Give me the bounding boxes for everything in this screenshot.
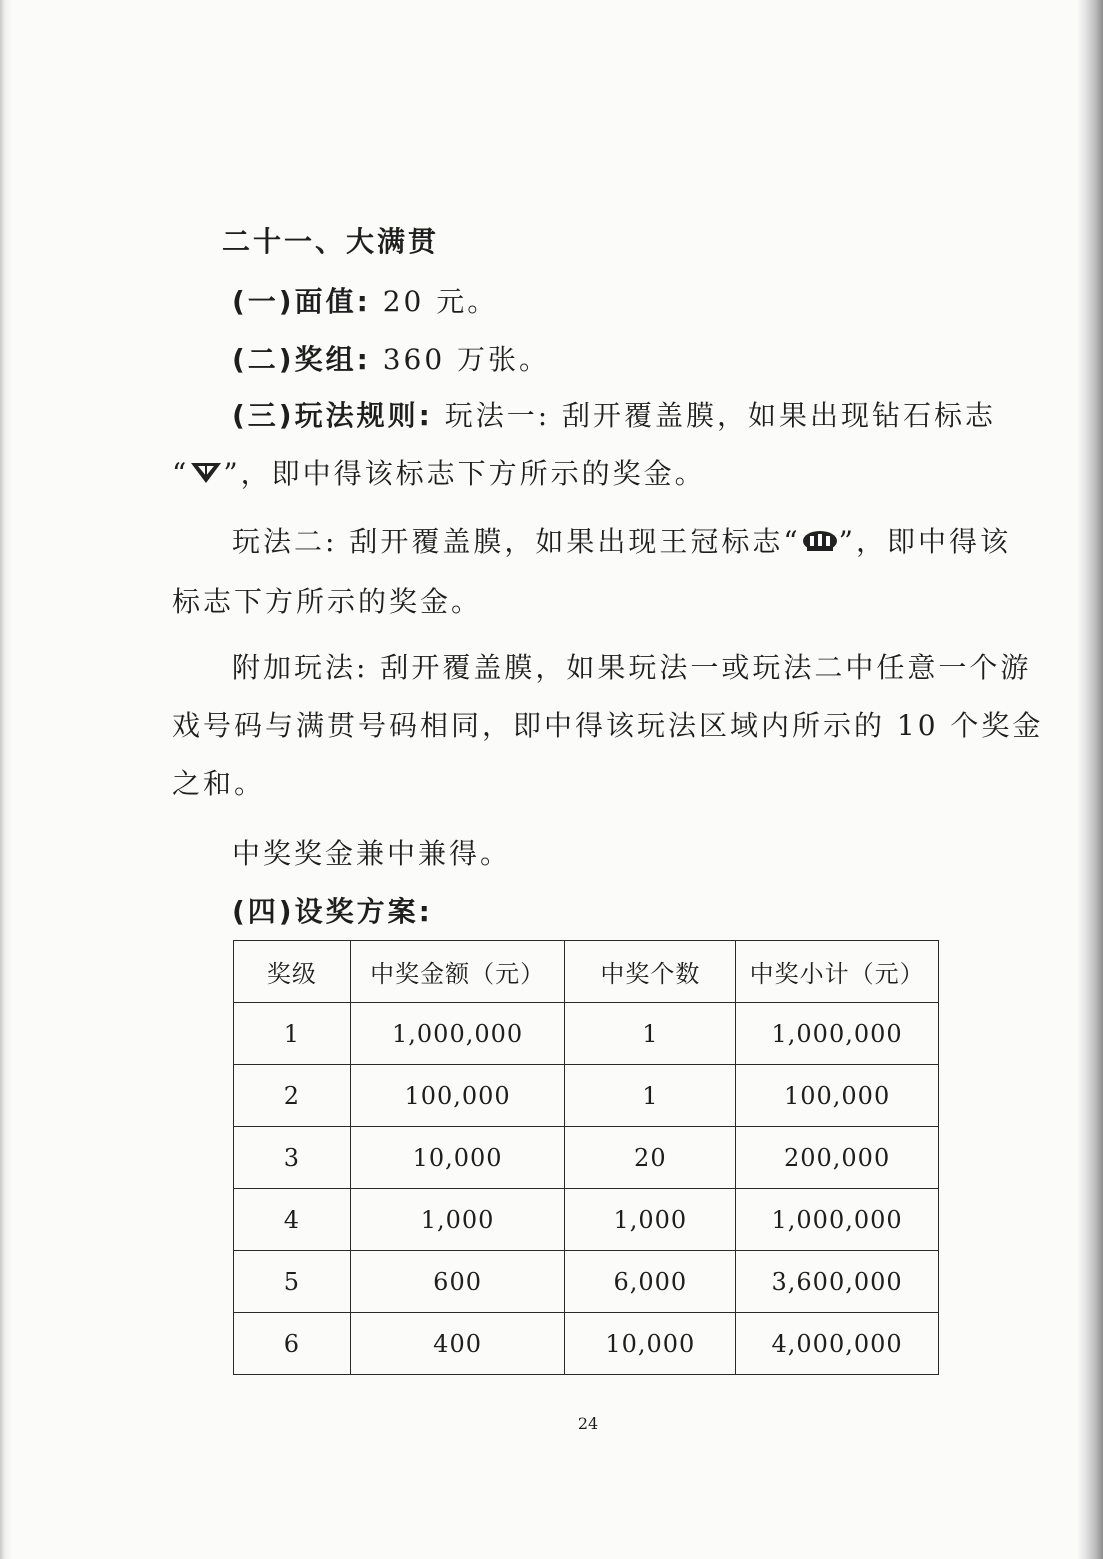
crown-icon	[801, 524, 839, 564]
prize-group	[232, 340, 550, 380]
section-title: 二十一、大满贯	[222, 225, 440, 258]
cell-subtotal: 4,000,000	[736, 1313, 939, 1375]
cell-count: 6,000	[565, 1251, 736, 1313]
cell-level: 2	[234, 1065, 351, 1127]
cell-subtotal: 200,000	[736, 1127, 939, 1189]
cell-count: 10,000	[565, 1313, 736, 1375]
table-row	[234, 1251, 939, 1313]
prize-group-label: (二)奖组:	[232, 343, 371, 376]
prize-scheme-label: (四)设奖方案:	[232, 895, 433, 928]
cell-count: 20	[565, 1127, 736, 1189]
cell-level: 4	[234, 1189, 351, 1251]
extra-line-3: 之和。	[172, 767, 266, 800]
combined-note: 中奖奖金兼中兼得。	[232, 837, 512, 870]
play2-line-1	[232, 522, 1011, 564]
extra-line-1: 附加玩法: 刮开覆盖膜，如果玩法一或玩法二中任意一个游	[232, 651, 1032, 684]
cell-count: 1	[565, 1003, 736, 1065]
play1-line1: 玩法一: 刮开覆盖膜，如果出现钻石标志	[444, 399, 997, 432]
rules-line-1	[232, 396, 996, 436]
rules-line-2	[172, 454, 706, 496]
face-value	[232, 282, 498, 322]
diamond-icon	[189, 456, 223, 496]
cell-subtotal: 3,600,000	[736, 1251, 939, 1313]
cell-level: 6	[234, 1313, 351, 1375]
table-row	[234, 1313, 939, 1375]
page-left-edge	[0, 0, 12, 1559]
table-row	[234, 1003, 939, 1065]
page-right-edge	[1077, 0, 1103, 1559]
cell-amount: 600	[350, 1251, 565, 1313]
cell-level: 3	[234, 1127, 351, 1189]
play1-quote-open: “	[172, 457, 190, 490]
cell-count: 1,000	[565, 1189, 736, 1251]
play2-line1-b: ”，即中得该	[838, 525, 1011, 558]
prize-group-text: 360 万张。	[382, 343, 551, 376]
cell-level: 1	[234, 1003, 351, 1065]
table-row	[234, 1065, 939, 1127]
table-header-row	[234, 941, 939, 1003]
rules-label: (三)玩法规则:	[232, 399, 433, 432]
play2-line1-a: 玩法二: 刮开覆盖膜，如果出现王冠标志“	[232, 525, 801, 558]
header-level: 奖级	[234, 941, 351, 1003]
cell-subtotal: 100,000	[736, 1065, 939, 1127]
prize-table	[233, 940, 939, 1375]
cell-count: 1	[565, 1065, 736, 1127]
table-row	[234, 1127, 939, 1189]
cell-amount: 1,000	[350, 1189, 565, 1251]
cell-level: 5	[234, 1251, 351, 1313]
cell-subtotal: 1,000,000	[736, 1003, 939, 1065]
face-value-label: (一)面值:	[232, 285, 371, 318]
cell-amount: 1,000,000	[350, 1003, 565, 1065]
play1-line2: ”，即中得该标志下方所示的奖金。	[223, 457, 706, 490]
extra-line-2: 戏号码与满贯号码相同，即中得该玩法区域内所示的 10 个奖金	[172, 709, 1044, 742]
cell-amount: 10,000	[350, 1127, 565, 1189]
table-row	[234, 1189, 939, 1251]
face-value-text: 20 元。	[382, 285, 499, 318]
page-number: 24	[577, 1414, 599, 1433]
cell-subtotal: 1,000,000	[736, 1189, 939, 1251]
header-subtotal: 中奖小计（元）	[736, 941, 939, 1003]
play2-line-2: 标志下方所示的奖金。	[172, 585, 483, 618]
header-amount: 中奖金额（元）	[350, 941, 565, 1003]
cell-amount: 100,000	[350, 1065, 565, 1127]
header-count: 中奖个数	[565, 941, 736, 1003]
cell-amount: 400	[350, 1313, 565, 1375]
